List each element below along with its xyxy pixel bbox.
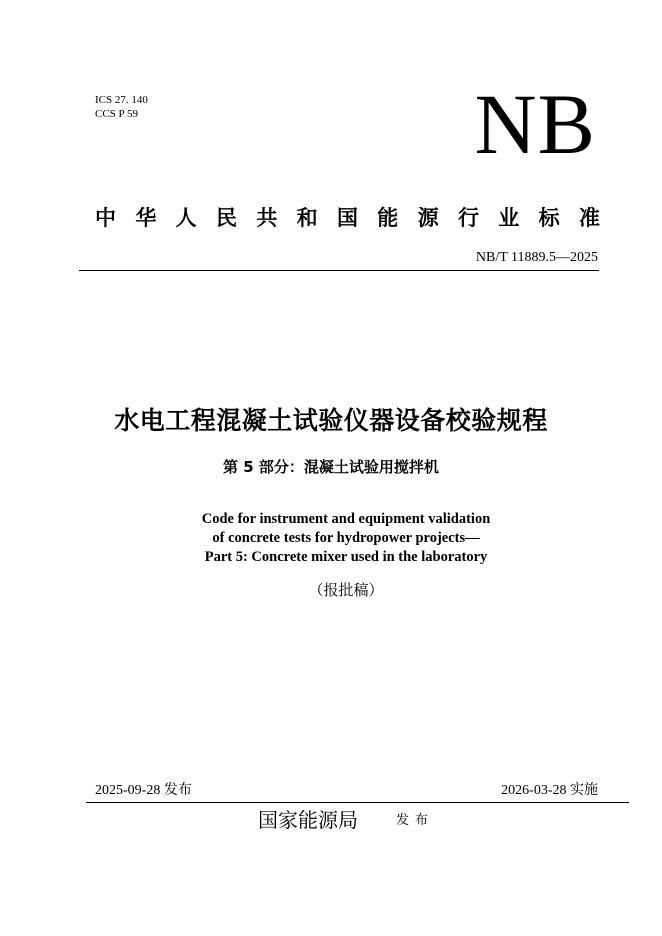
main-title: 水电工程混凝土试验仪器设备校验规程 <box>114 406 548 435</box>
issue-date: 2025-09-28 发布 <box>95 783 192 798</box>
english-title-line: of concrete tests for hydropower projects— <box>212 530 480 546</box>
footer-divider <box>86 802 629 803</box>
draft-status: （报批稿） <box>308 581 384 599</box>
standard-number: NB/T 11889.5—2025 <box>475 250 598 265</box>
classification-codes <box>95 93 148 121</box>
category-char: 准 <box>578 206 600 230</box>
issuing-authority: 国家能源局 <box>258 808 358 832</box>
category-char: 行 <box>457 206 479 230</box>
category-char: 能 <box>377 206 399 230</box>
standard-category-title <box>95 203 600 233</box>
category-char: 人 <box>175 206 197 230</box>
category-char: 共 <box>256 206 278 230</box>
nb-logo: NB <box>474 76 596 172</box>
ccs-code: CCS P 59 <box>95 108 139 120</box>
english-title-line: Code for instrument and equipment validation <box>201 511 491 527</box>
category-char: 和 <box>296 206 318 230</box>
english-title <box>0 510 662 567</box>
category-char: 国 <box>336 206 358 230</box>
part-title: 第 5 部分：混凝土试验用搅拌机 <box>223 458 439 476</box>
issuing-action: 发布 <box>396 813 435 828</box>
english-title-line: Part 5: Concrete mixer used in the laboratory <box>204 549 488 565</box>
category-char: 源 <box>417 206 439 230</box>
category-char: 中 <box>95 206 116 230</box>
category-char: 民 <box>215 206 237 230</box>
implementation-date: 2026-03-28 实施 <box>501 783 598 798</box>
category-char: 标 <box>538 206 560 230</box>
category-char: 业 <box>498 206 520 230</box>
header-divider <box>79 270 599 271</box>
category-char: 华 <box>135 206 157 230</box>
ics-code: ICS 27. 140 <box>95 94 148 106</box>
